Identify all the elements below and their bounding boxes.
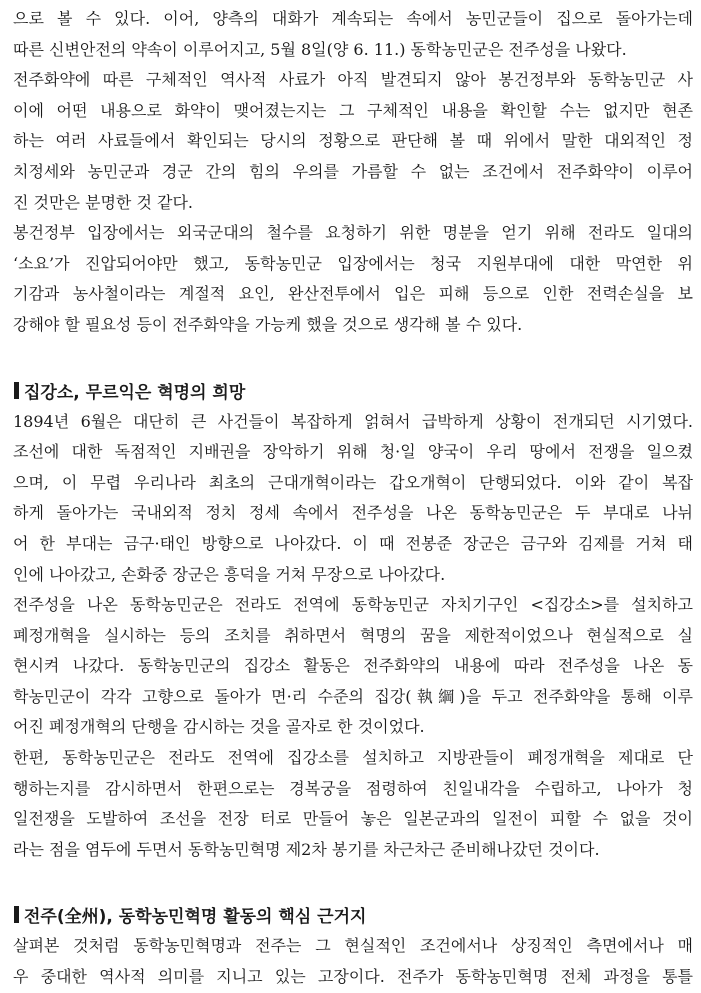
text-line: 학농민군이 각각 고향으로 돌아가 면·리 수준의 집강(執綱)을 두고 전주화약을 통해 이루 xyxy=(13,686,693,706)
paragraph-second-uprising xyxy=(13,743,693,865)
text-line: 인에 나아갔고, 손화중 장군은 흥덕을 거쳐 무장으로 나아갔다. xyxy=(13,564,446,584)
text-line: 조선에 대한 독점적인 지배권을 장악하기 위해 청·일 양국이 우리 땅에서 전쟁을 일으켰 xyxy=(13,442,693,462)
text-line: 전주성을 나온 동학농민군은 전라도 전역에 동학농민군 자치기구인 <집강소>를 설치하고 xyxy=(13,595,693,615)
text-line: 으로 볼 수 있다. 이어, 양측의 대화가 계속되는 속에서 농민군들이 집으로 돌아가는데 xyxy=(13,9,693,28)
text-line: 어진 폐정개혁의 단행을 감시하는 것을 골자로 한 것이었다. xyxy=(13,717,425,737)
text-line: 강해야 할 필요성 등이 전주화약을 가능케 했을 것으로 생각해 볼 수 있다. xyxy=(13,314,523,334)
section-spacer xyxy=(13,341,693,372)
paragraph-feudal-government xyxy=(13,218,693,340)
text-line: 진 것만은 분명한 것 같다. xyxy=(13,192,193,212)
text-line: 전주화약에 따른 구체적인 역사적 사료가 아직 발견되지 않아 봉건정부와 동학농민군 사 xyxy=(13,70,693,90)
text-line: 1894년 6월은 대단히 큰 사건들이 복잡하게 얽혀서 급박하게 상황이 전개되던 시기였다. xyxy=(13,411,693,431)
text-line: 기감과 농사철이라는 계절적 요인, 완산전투에서 입은 피해 등으로 인한 전력손실을 보 xyxy=(13,284,693,304)
section-heading xyxy=(13,898,693,931)
text-line: 일전쟁을 도발하여 조선을 전장 터로 만들어 놓은 일본군과의 일전이 피할 수 없을 것이 xyxy=(13,809,693,829)
section-heading-text: 전주(全州), 동학농민혁명 활동의 핵심 근거지 xyxy=(24,907,367,928)
text-line: 폐정개혁을 실시하는 등의 조치를 취하면서 혁명의 꿈을 제한적이었으나 현실적으로 실 xyxy=(13,625,693,645)
text-line: 우 중대한 역사적 의미를 지니고 있는 고장이다. 전주가 동학농민혁명 전체 과정을 통틀 xyxy=(13,967,693,987)
paragraph-jeonju xyxy=(13,931,693,992)
text-line: ‘소요’가 진압되어야만 했고, 동학농민군 입장에서는 청국 지원부대에 대한 막연한 위 xyxy=(13,253,693,273)
document-page xyxy=(13,4,693,993)
text-line: 어 한 부대는 금구·태인 방향으로 나아갔다. 이 때 전봉준 장군은 금구와 김제를 거쳐 태 xyxy=(13,533,693,553)
section-heading-text: 집강소, 무르익은 혁명의 희망 xyxy=(24,382,246,403)
text-line: 이에 어떤 내용으로 화약이 맺어졌는지는 그 구체적인 내용을 확인할 수는 없지만 현존 xyxy=(13,100,693,120)
text-line: 치정세와 농민군과 경군 간의 힘의 우의를 가름할 수 없는 조건에서 전주화약이 이루어 xyxy=(13,161,693,181)
section-heading xyxy=(13,374,693,407)
text-line: 봉건정부 입장에서는 외국군대의 철수를 요청하기 위한 명분을 얻기 위해 전라도 일대의 xyxy=(13,223,693,243)
text-line: 살펴본 것처럼 동학농민혁명과 전주는 그 현실적인 조건에서나 상징적인 측면에서나 매 xyxy=(13,936,693,956)
paragraph-agreement xyxy=(13,65,693,218)
text-line: 행하는지를 감시하면서 한편으로는 경복궁을 점령하여 친일내각을 수립하고, 나아가 청 xyxy=(13,778,693,798)
text-line: 현시켜 나갔다. 동학농민군의 집강소 활동은 전주화약의 내용에 따라 전주성을 나온 동 xyxy=(13,656,693,676)
paragraph-intro xyxy=(13,4,693,65)
paragraph-jipgangso xyxy=(13,590,693,743)
heading-bullet-icon xyxy=(14,382,19,399)
text-line: 따른 신변안전의 약속이 이루어지고, 5월 8일(양 6. 11.) 동학농민군은 전주성을 나왔다. xyxy=(13,39,627,59)
text-line: 한편, 동학농민군은 전라도 전역에 집강소를 설치하고 지방관들이 폐정개혁을 제대로 단 xyxy=(13,748,693,768)
section-spacer xyxy=(13,865,693,896)
paragraph-june-1894 xyxy=(13,407,693,591)
text-line: 으며, 이 무렵 우리나라 최초의 근대개혁이라는 갑오개혁이 단행되었다. 이와 같이 복잡 xyxy=(13,472,693,492)
text-line: 라는 점을 염두에 두면서 동학농민혁명 제2차 봉기를 차근차근 준비해나갔던 것이다. xyxy=(13,839,600,859)
heading-bullet-icon xyxy=(14,906,19,923)
text-line: 하게 돌아가는 국내외적 정치 정세 속에서 전주성을 나온 동학농민군은 두 부대로 나뉘 xyxy=(13,503,693,523)
text-line: 하는 여러 사료들에서 확인되는 당시의 정황으로 판단해 볼 때 위에서 말한 대외적인 정 xyxy=(13,131,693,151)
